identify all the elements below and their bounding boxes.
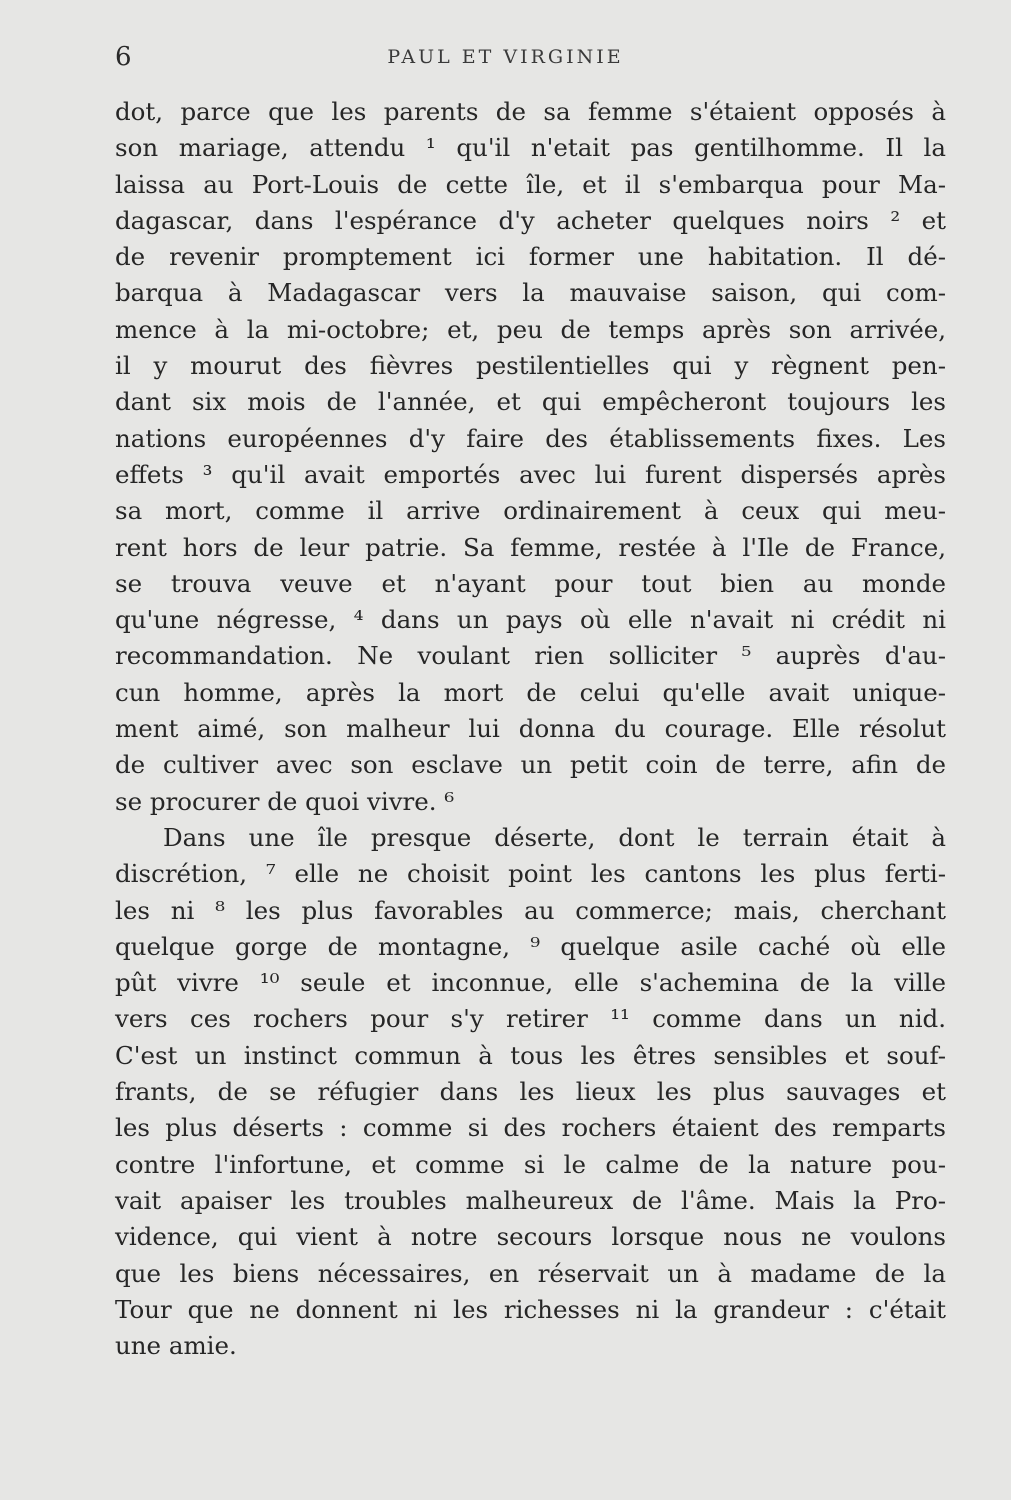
text-line: mence à la mi-octobre; et, peu de temps après son arrivée, — [115, 314, 946, 344]
text-line: recommandation. Ne voulant rien solliciter ⁵ auprès d'au- — [115, 641, 946, 671]
text-line: dagascar, dans l'espérance d'y acheter quelques noirs ² et — [115, 205, 946, 235]
text-line: vers ces rochers pour s'y retirer ¹¹ comme dans un nid. — [115, 1004, 946, 1034]
text-line: pût vivre ¹⁰ seule et inconnue, elle s'achemina de la ville — [115, 968, 946, 998]
text-line: vidence, qui vient à notre secours lorsque nous ne voulons — [115, 1222, 946, 1252]
text-line: dot, parce que les parents de sa femme s'étaient opposés à — [115, 97, 946, 126]
text-line: Dans une île presque déserte, dont le terrain était à — [163, 822, 946, 852]
text-line: se procurer de quoi vivre. ⁶ — [115, 786, 455, 816]
text-line: de revenir promptement ici former une habitation. Il dé- — [115, 242, 946, 272]
text-line: rent hors de leur patrie. Sa femme, restée à l'Ile de France, — [115, 532, 946, 562]
page-number: 6 — [115, 42, 132, 72]
text-line: frants, de se réfugier dans les lieux les plus sauvages et — [115, 1077, 946, 1107]
text-line: vait apaiser les troubles malheureux de l'âme. Mais la Pro- — [115, 1185, 946, 1215]
text-line: son mariage, attendu ¹ qu'il n'etait pas gentilhomme. Il la — [115, 133, 946, 163]
text-line: barqua à Madagascar vers la mauvaise saison, qui com- — [115, 278, 946, 308]
text-line: sa mort, comme il arrive ordinairement à ceux qui meu- — [115, 496, 946, 526]
text-line: dant six mois de l'année, et qui empêcheront toujours les — [115, 387, 946, 417]
page-header — [0, 42, 1011, 72]
text-line: ment aimé, son malheur lui donna du courage. Elle résolut — [115, 714, 946, 744]
running-title: PAUL ET VIRGINIE — [387, 46, 624, 68]
text-line: qu'une négresse, ⁴ dans un pays où elle n'avait ni crédit ni — [115, 605, 946, 635]
text-line: cun homme, après la mort de celui qu'elle avait unique- — [115, 677, 946, 707]
text-line: que les biens nécessaires, en réservait un à madame de la — [115, 1258, 946, 1288]
text-line: C'est un instinct commun à tous les êtres sensibles et souf- — [115, 1040, 946, 1070]
text-line: effets ³ qu'il avait emportés avec lui furent dispersés après — [115, 459, 946, 489]
text-line: les ni ⁸ les plus favorables au commerce; mais, cherchant — [115, 895, 946, 925]
text-line: contre l'infortune, et comme si le calme de la nature pou- — [115, 1149, 946, 1179]
text-line: se trouva veuve et n'ayant pour tout bien au monde — [115, 568, 946, 598]
text-line: laissa au Port-Louis de cette île, et il s'embarqua pour Ma- — [115, 169, 946, 199]
text-line: de cultiver avec son esclave un petit coin de terre, afin de — [115, 750, 946, 780]
text-line: une amie. — [115, 1331, 237, 1361]
text-line: nations européennes d'y faire des établissements fixes. Les — [115, 423, 946, 453]
text-line: les plus déserts : comme si des rochers étaient des remparts — [115, 1113, 946, 1143]
text-line: Tour que ne donnent ni les richesses ni la grandeur : c'était — [115, 1294, 946, 1324]
text-line: quelque gorge de montagne, ⁹ quelque asile caché où elle — [115, 931, 946, 961]
text-line: il y mourut des fièvres pestilentielles qui y règnent pen- — [115, 351, 946, 381]
body-text — [115, 94, 946, 1364]
text-line: discrétion, ⁷ elle ne choisit point les cantons les plus ferti- — [115, 859, 946, 889]
